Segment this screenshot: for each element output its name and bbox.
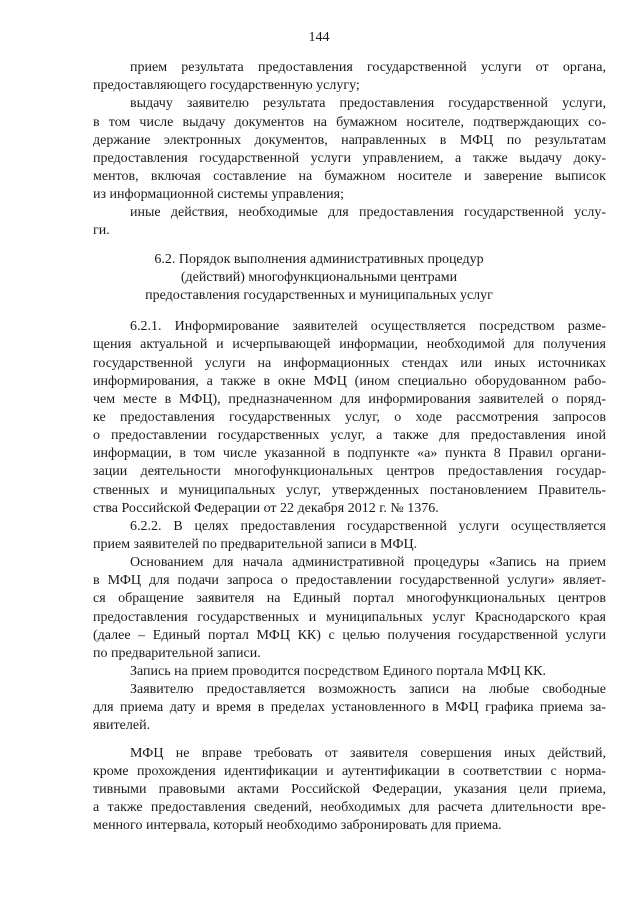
text-line: а также предоставления сведений, необходимых для расчета длительности вре- — [93, 800, 606, 815]
text-line: Запись на прием проводится посредством Единого портала МФЦ КК. — [130, 664, 546, 679]
text-line: информирования, а также в окне МФЦ (ином специально оборудованном рабо- — [93, 374, 606, 389]
text-line: явителей. — [93, 718, 151, 733]
text-line: государственной услуги на информационных стендах или иных источниках — [93, 356, 606, 371]
text-line: Заявителю предоставляется возможность записи на любые свободные — [130, 682, 606, 697]
section-heading: (действий) многофункциональными центрами — [180, 270, 458, 285]
text-line: предоставления государственных и муниципальных услуг Краснодарского края — [93, 610, 606, 625]
section-heading: 6.2. Порядок выполнения административных процедур — [154, 252, 484, 267]
text-line: менного интервала, который необходимо забронировать для приема. — [93, 818, 502, 833]
text-line: предоставляющего государственную услугу; — [93, 78, 360, 93]
text-line: кроме прохождения идентификации и аутентификации в соответствии с норма- — [93, 764, 606, 779]
text-line: ментов, включая составление на бумажном носителе и заверение выписок — [93, 169, 606, 184]
text-line: по предварительной записи. — [93, 646, 261, 661]
page-number: 144 — [308, 30, 330, 45]
text-line: ства Российской Федерации от 22 декабря 2012 г. № 1376. — [93, 501, 439, 516]
text-line: ся обращение заявителя на Единый портал многофункциональных центров — [93, 591, 606, 606]
text-line: 6.2.2. В целях предоставления государственной услуги осуществляется — [130, 519, 606, 534]
text-line: ги. — [93, 223, 110, 238]
text-line: чем месте в МФЦ), предназначенном для информирования заявителей о поряд- — [93, 392, 606, 407]
text-line: для приема дату и время в пределах установленного в МФЦ графика приема за- — [93, 700, 606, 715]
text-line: 6.2.1. Информирование заявителей осуществляется посредством разме- — [130, 319, 606, 334]
section-heading: предоставления государственных и муниципальных услуг — [145, 288, 493, 303]
text-line: из информационной системы управления; — [93, 187, 344, 202]
text-line: информации, в том числе указанной в подпункте «а» пункта 8 Правил органи- — [93, 446, 606, 461]
text-line: щения актуальной и исчерпывающей информации, необходимой для получения — [93, 337, 606, 352]
text-line: ственных и муниципальных услуг, утвержденных постановлением Правитель- — [93, 483, 606, 498]
text-line: зации деятельности многофункциональных центров предоставления государ- — [93, 464, 606, 479]
text-line: иные действия, необходимые для предоставления государственной услу- — [130, 205, 606, 220]
text-line: Основанием для начала административной процедуры «Запись на прием — [130, 555, 606, 570]
text-line: о предоставлении государственных услуг, а также для предоставления иной — [93, 428, 606, 443]
text-line: прием результата предоставления государственной услуги от органа, — [130, 60, 606, 75]
text-line: тивными правовыми актами Российской Федерации, указания цели приема, — [93, 782, 606, 797]
text-line: в том числе выдачу документов на бумажном носителе, подтверждающих со- — [93, 115, 606, 130]
text-line: ке предоставления государственных услуг, о ходе рассмотрения запросов — [93, 410, 606, 425]
text-line: в МФЦ для подачи запроса о предоставлении государственной услуги» являет- — [93, 573, 606, 588]
text-line: держание электронных документов, направленных в МФЦ по результатам — [93, 133, 606, 148]
text-line: прием заявителей по предварительной записи в МФЦ. — [93, 537, 418, 552]
text-line: МФЦ не вправе требовать от заявителя совершения иных действий, — [130, 746, 606, 761]
text-line: предоставления государственной услуги управлением, а также выдачу доку- — [93, 151, 606, 166]
text-line: выдачу заявителю результата предоставления государственной услуги, — [130, 96, 606, 111]
text-line: (далее – Единый портал МФЦ КК) с целью получения государственной услуги — [93, 628, 606, 643]
